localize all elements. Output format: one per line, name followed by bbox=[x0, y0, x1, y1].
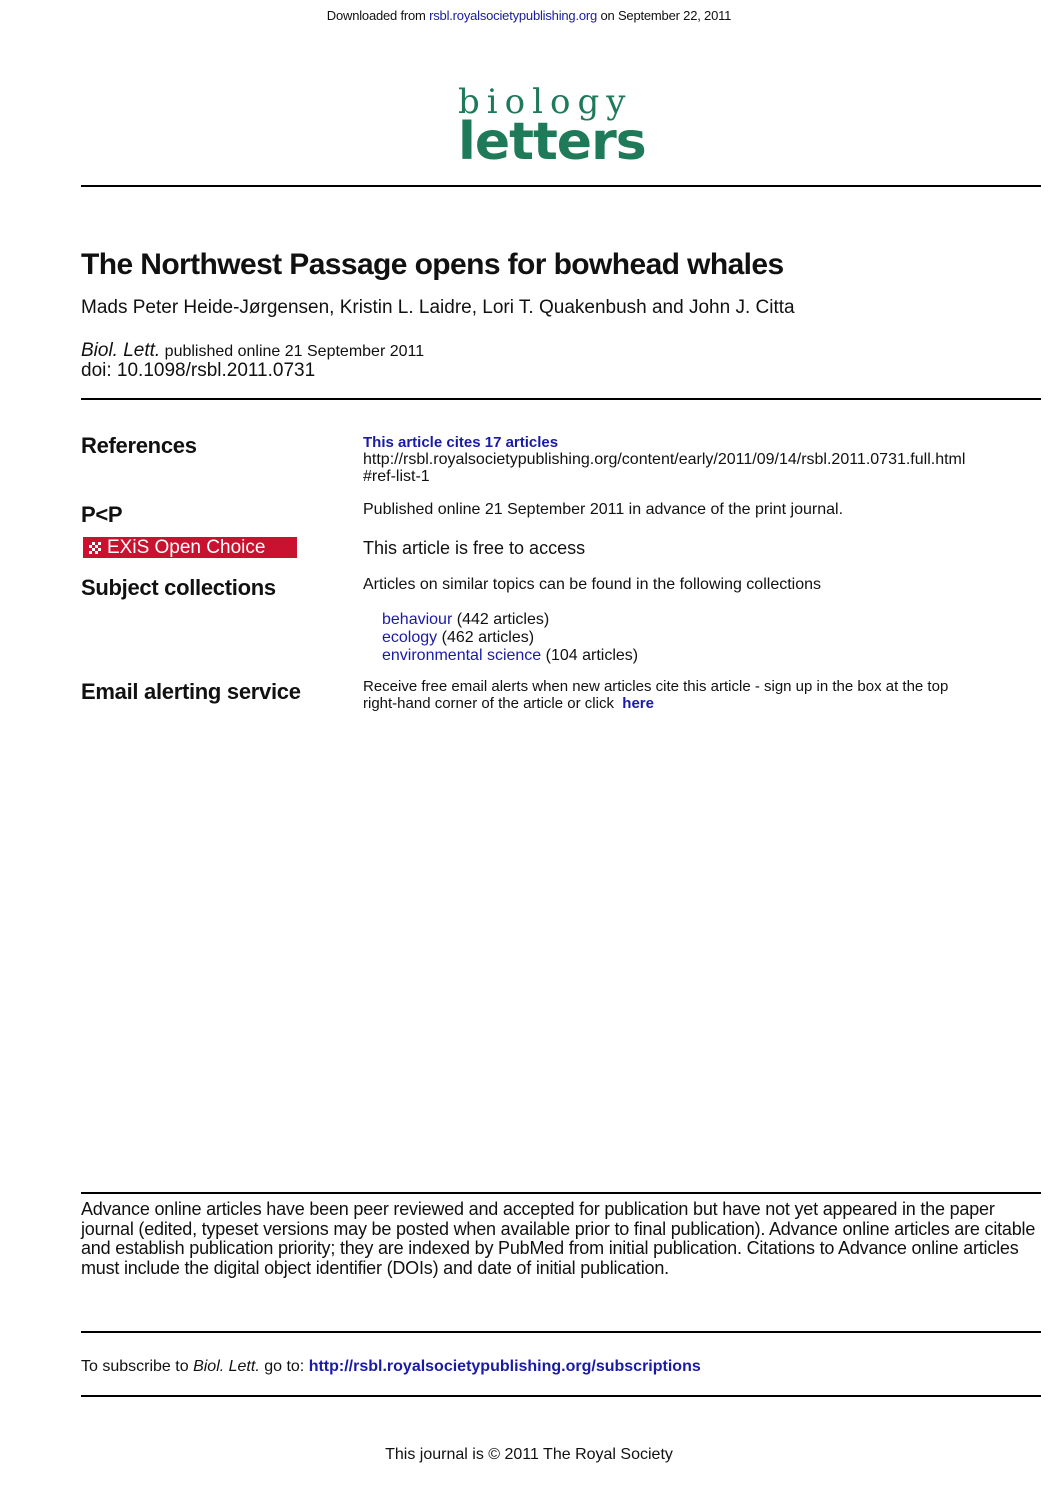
download-prefix: Downloaded from bbox=[326, 8, 426, 23]
footer-divider bbox=[81, 1395, 1041, 1397]
subscribe-line: To subscribe to Biol. Lett. go to: http://rsbl.royalsocietypublishing.org/subscriptions bbox=[81, 1358, 701, 1375]
journal-logo-letters: letters bbox=[458, 112, 646, 172]
cites-articles-link[interactable]: This article cites 17 articles bbox=[363, 434, 559, 451]
advance-online-notice: Advance online articles have been peer reviewed and accepted for publication but have not yet appeared in the paper journal (edited, typeset versions may be posted when available prior to final publication). Advance online articles are citable and establish publication priority; they are indexed by PubMed from initial publication. Citations to Advance online articles must include the digital object identifier (DOIs) and date of initial publication. bbox=[81, 1199, 1036, 1278]
list-item: behaviour (442 articles) bbox=[382, 611, 550, 628]
subject-collections-label: Subject collections bbox=[81, 575, 276, 600]
header-divider bbox=[81, 185, 1041, 187]
download-date: on September 22, 2011 bbox=[600, 8, 732, 23]
references-info bbox=[363, 434, 965, 485]
email-alerting-text: Receive free email alerts when new articles cite this article - sign up in the box at the top right-hand corner of the article or click here bbox=[363, 678, 949, 712]
list-item: environmental science (104 articles) bbox=[382, 647, 639, 664]
subscribe-divider bbox=[81, 1331, 1041, 1333]
article-doi: doi: 10.1098/rsbl.2011.0731 bbox=[81, 360, 316, 381]
references-label: References bbox=[81, 433, 197, 458]
info-divider bbox=[81, 398, 1041, 400]
copyright-notice: This journal is © 2011 The Royal Society bbox=[385, 1446, 673, 1463]
download-source-link[interactable]: rsbl.royalsocietypublishing.org bbox=[429, 8, 598, 23]
article-authors: Mads Peter Heide-Jørgensen, Kristin L. Laidre, Lori T. Quakenbush and John J. Citta bbox=[81, 297, 795, 318]
exis-logo-icon bbox=[89, 542, 101, 554]
notice-divider bbox=[81, 1192, 1041, 1194]
collections-intro: Articles on similar topics can be found in the following collections bbox=[363, 576, 822, 593]
plp-text: Published online 21 September 2011 in advance of the print journal. bbox=[363, 501, 844, 518]
email-alert-here-link[interactable]: here bbox=[622, 695, 654, 712]
journal-logo-biology: biology bbox=[458, 82, 633, 122]
journal-abbreviation: Biol. Lett. bbox=[81, 340, 161, 361]
download-notice bbox=[0, 8, 1058, 23]
published-date: published online 21 September 2011 bbox=[164, 343, 425, 360]
open-choice-badge-label: EXiS Open Choice bbox=[107, 537, 266, 558]
references-url-anchor: #ref-list-1 bbox=[363, 468, 430, 485]
list-item: ecology (462 articles) bbox=[382, 629, 535, 646]
open-choice-badge bbox=[83, 537, 297, 558]
free-access-text: This article is free to access bbox=[363, 538, 586, 558]
email-alerting-label: Email alerting service bbox=[81, 679, 301, 704]
collection-list bbox=[382, 611, 638, 665]
references-url: http://rsbl.royalsocietypublishing.org/content/early/2011/09/14/rsbl.2011.0731.full.html bbox=[363, 451, 966, 468]
collection-link-ecology[interactable]: ecology bbox=[382, 629, 438, 646]
collection-link-environmental-science[interactable]: environmental science bbox=[382, 647, 542, 664]
collection-link-behaviour[interactable]: behaviour bbox=[382, 611, 453, 628]
publication-info bbox=[81, 340, 424, 362]
article-title: The Northwest Passage opens for bowhead whales bbox=[81, 248, 784, 281]
subscribe-link[interactable]: http://rsbl.royalsocietypublishing.org/subscriptions bbox=[308, 1358, 701, 1375]
plp-label: P<P bbox=[81, 502, 123, 527]
